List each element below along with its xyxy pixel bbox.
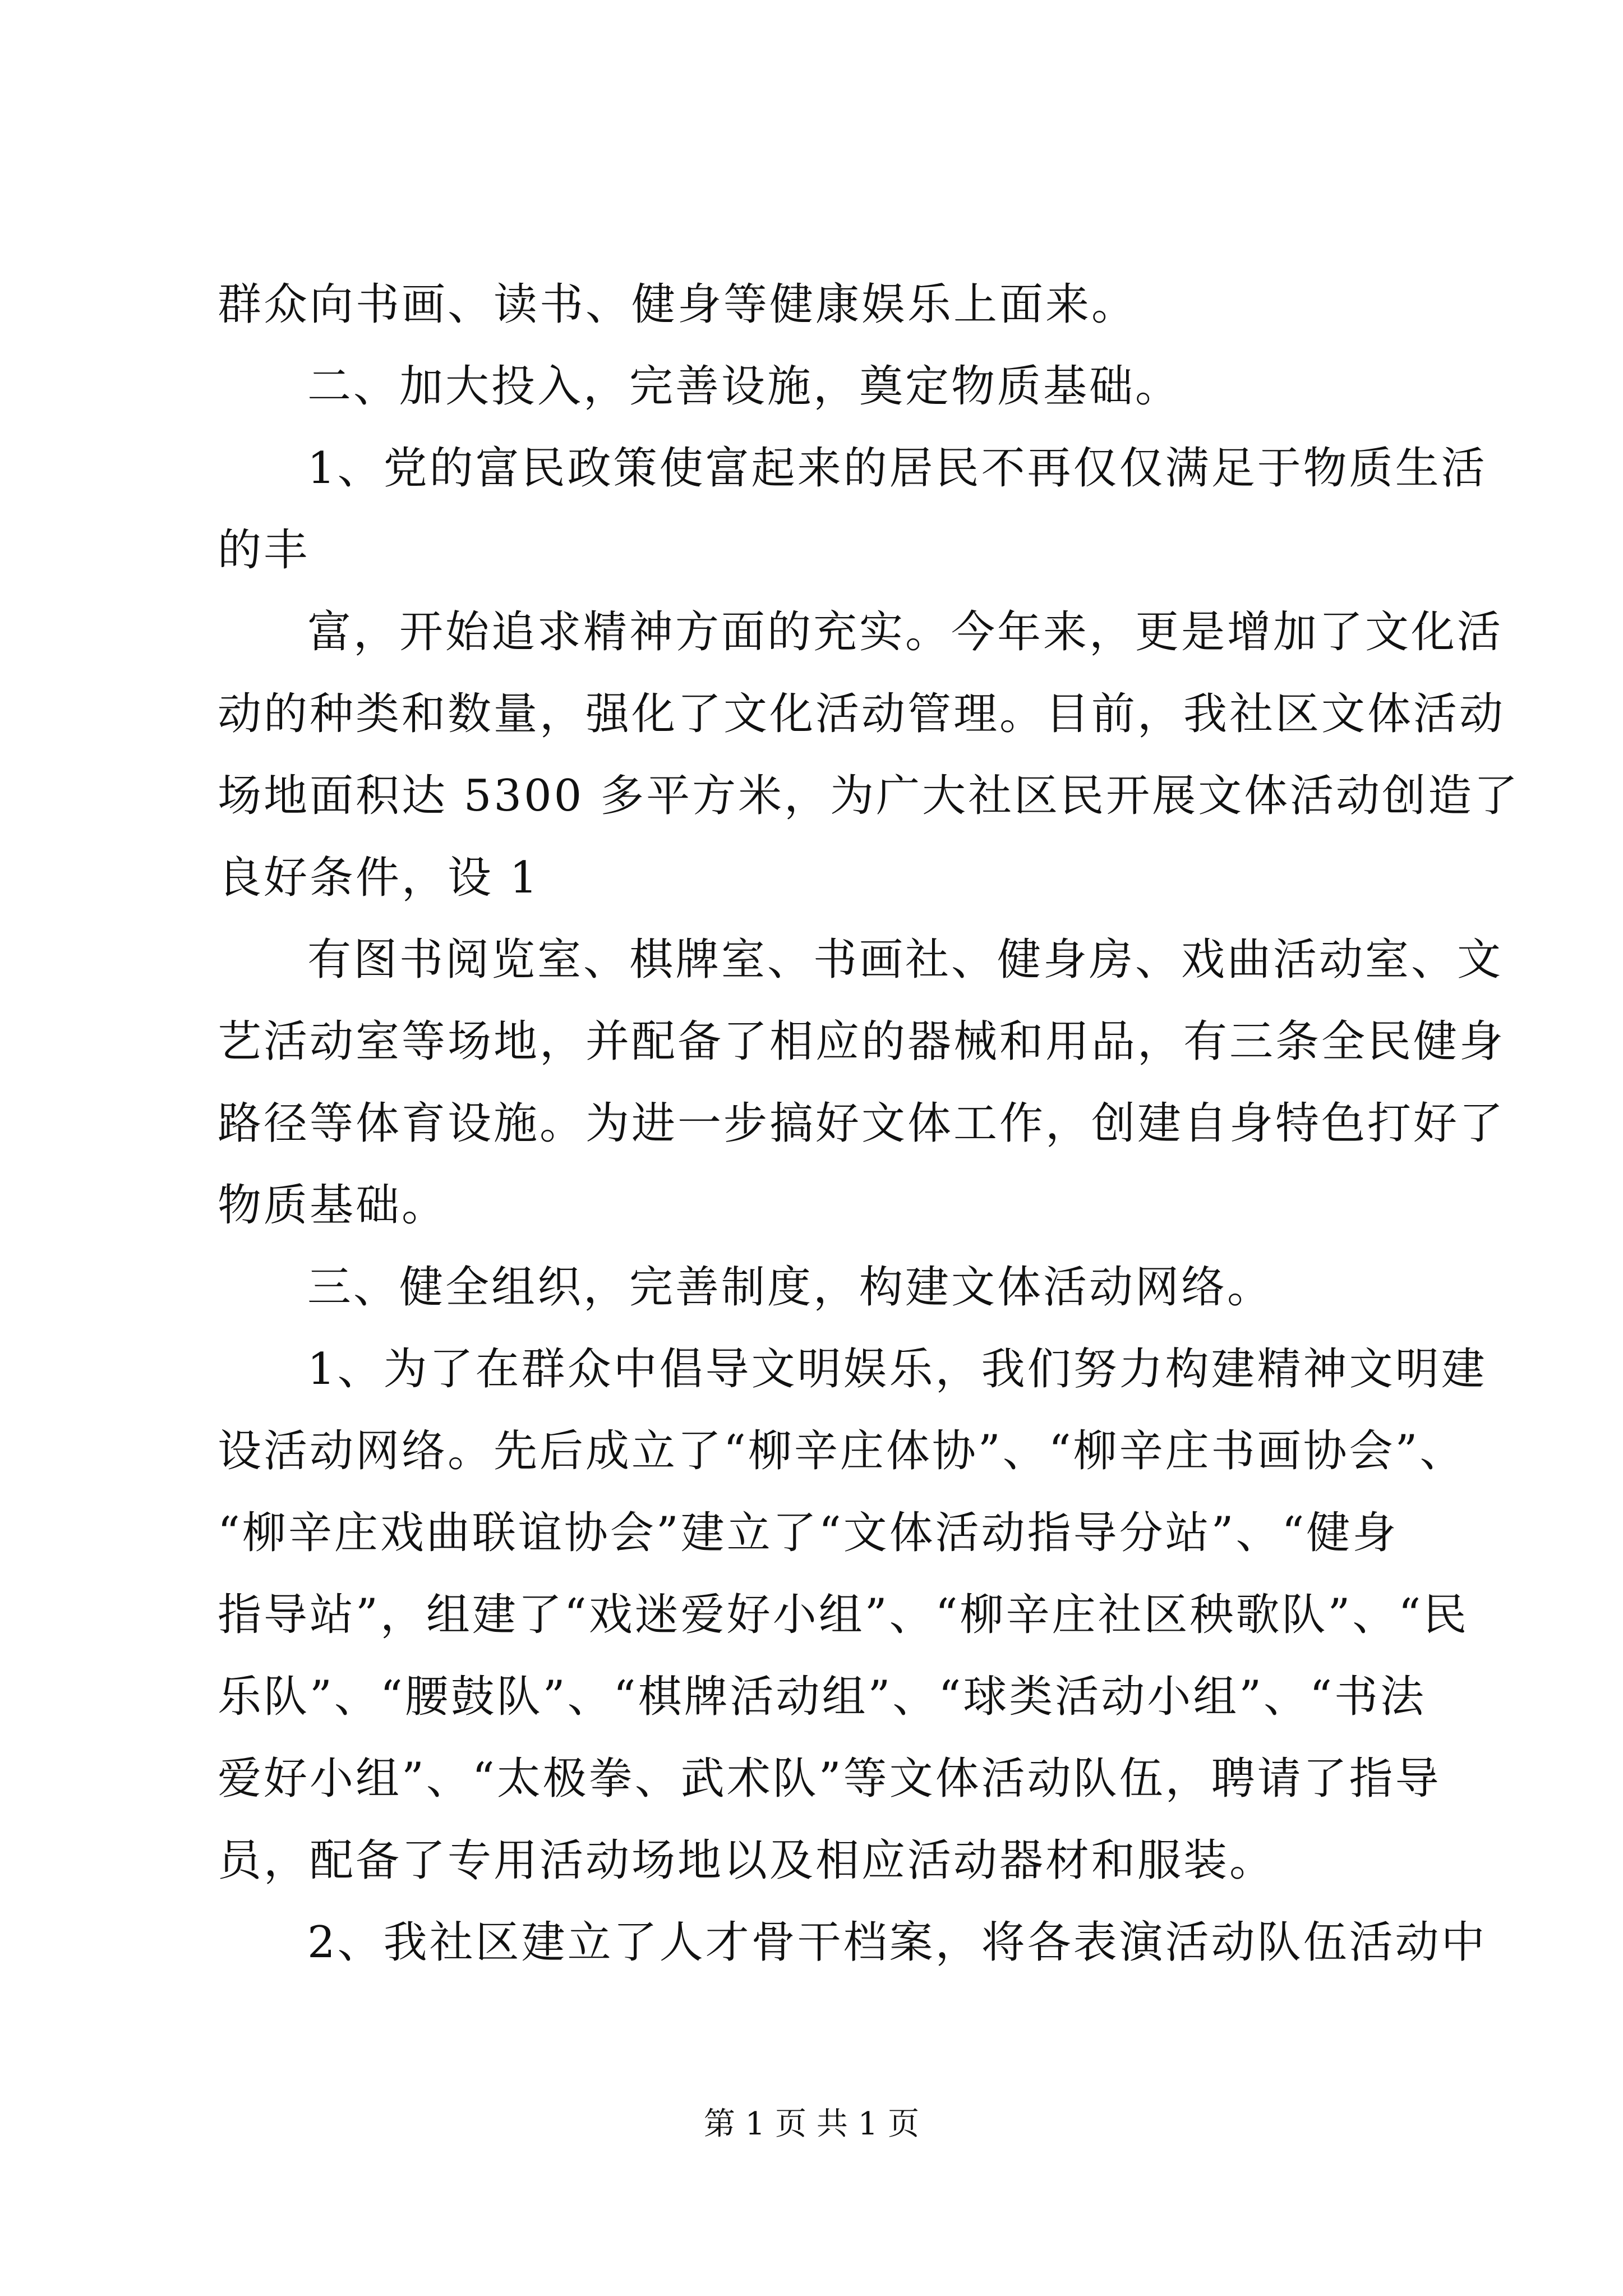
text-line: “柳辛庄戏曲联谊协会”建立了“文体活动指导分站”、“健身	[218, 1508, 1399, 1558]
text-line: 良好条件，设 1	[218, 853, 540, 903]
text-line: 艺活动室等场地，并配备了相应的器械和用品，有三条全民健身	[218, 1016, 1506, 1067]
text-line: 有图书阅览室、棋牌室、书画社、健身房、戏曲活动室、文	[307, 935, 1504, 985]
text-line: 路径等体育设施。为进一步搞好文体工作，创建自身特色打好了	[218, 1098, 1506, 1149]
text-line: 指导站”，组建了“戏迷爱好小组”、“柳辛庄社区秧歌队”、“民	[218, 1590, 1469, 1640]
text-line: 设活动网络。先后成立了“柳辛庄体协”、“柳辛庄书画协会”、	[218, 1426, 1466, 1476]
text-line: 群众向书画、读书、健身等健康娱乐上面来。	[218, 279, 1138, 330]
text-line: 1、党的富民政策使富起来的居民不再仅仅满足于物质生活	[307, 443, 1487, 494]
text-line: 乐队”、“腰鼓队”、“棋牌活动组”、“球类活动小组”、“书法	[218, 1672, 1427, 1722]
text-line: 动的种类和数量，强化了文化活动管理。目前，我社区文体活动	[218, 689, 1506, 739]
page-number-label: 第 1 页 共 1 页	[703, 2106, 920, 2142]
text-line: 富，开始追求精神方面的充实。今年来，更是增加了文化活	[307, 607, 1504, 657]
text-line: 1、为了在群众中倡导文明娱乐，我们努力构建精神文明建	[307, 1344, 1487, 1395]
text-line: 2、我社区建立了人才骨干档案，将各表演活动队伍活动中	[307, 1917, 1487, 1968]
text-line: 的丰	[218, 525, 310, 576]
text-line: 场地面积达 5300 多平方米，为广大社区民开展文体活动创造了	[218, 771, 1520, 821]
text-line: 员，配备了专用活动场地以及相应活动器材和服装。	[218, 1835, 1276, 1886]
page-footer	[0, 2105, 1623, 2144]
section-heading: 二、加大投入，完善设施，奠定物质基础。	[307, 361, 1182, 412]
text-line: 物质基础。	[218, 1180, 448, 1231]
section-heading: 三、健全组织，完善制度，构建文体活动网络。	[307, 1262, 1274, 1313]
document-body	[218, 264, 1520, 1984]
text-line: 爱好小组”、“太极拳、武术队”等文体活动队伍，聘请了指导	[218, 1754, 1441, 1804]
